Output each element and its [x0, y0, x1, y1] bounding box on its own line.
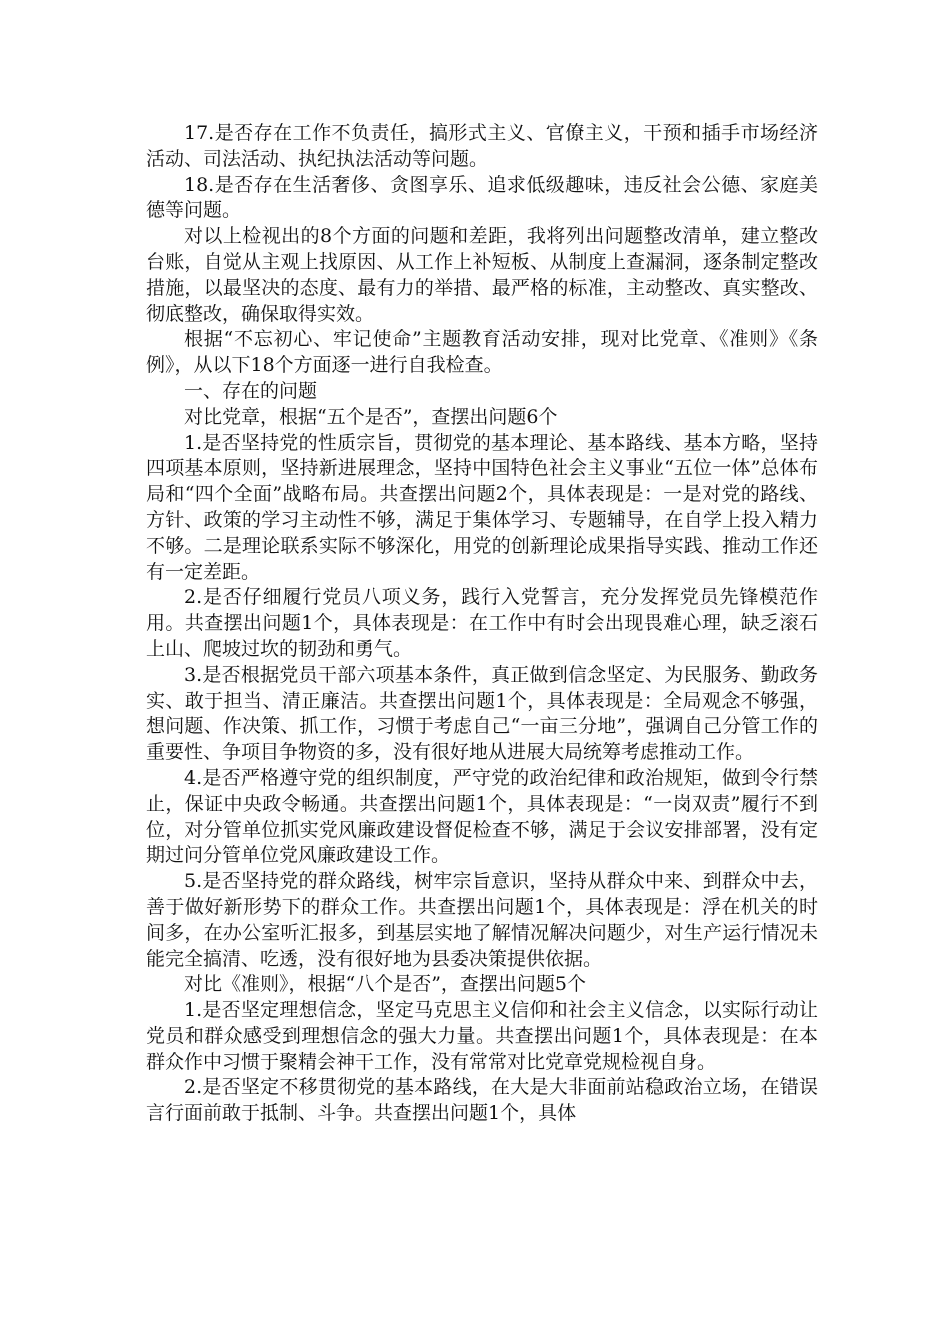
subheading-party-constitution: 对比党章，根据“五个是否”，查摆出问题6个: [184, 405, 558, 428]
paragraph-rectification-plan: 对以上检视出的8个方面的问题和差距，我将列出问题整改清单，建立整改台账，自觉从主观上找原因、从工作上补短板、从制度上查漏洞，逐条制定整改措施，以最坚决的态度、最有力的举措、最严格的标准，主动整改、真实整改、彻底整改，确保取得实效。: [146, 225, 818, 325]
paragraph-item-18: 18.是否存在生活奢侈、贪图享乐、追求低级趣味，违反社会公德、家庭美德等问题。: [146, 173, 818, 222]
document-page: [146, 121, 818, 1127]
paragraph-constitution-4: 4.是否严格遵守党的组织制度，严守党的政治纪律和政治规矩，做到令行禁止，保证中央政令畅通。共查摆出问题1个，具体表现是：“一岗双责”履行不到位，对分管单位抓实党风廉政建设督促检查不够，满足于会议安排部署，没有定期过问分管单位党风廉政建设工作。: [146, 766, 818, 867]
paragraph-constitution-5: 5.是否坚持党的群众路线，树牢宗旨意识，坚持从群众中来、到群众中去，善于做好新形势下的群众工作。共查摆出问题1个，具体表现是：浮在机关的时间多，在办公室听汇报多，到基层实地了解情况解决问题少，对生产运行情况未能完全搞清、吃透，没有很好地为县委决策提供依据。: [146, 870, 818, 970]
paragraph-constitution-3: 3.是否根据党员干部六项基本条件，真正做到信念坚定、为民服务、勤政务实、敢于担当、清正廉洁。共查摆出问题1个，具体表现是：全局观念不够强，想问题、作决策、抓工作，习惯于考虑自己“一亩三分地”，强调自己分管工作的重要性、争项目争物资的多，没有很好地从进展大局统筹考虑推动工作。: [146, 663, 818, 764]
paragraph-constitution-2: 2.是否仔细履行党员八项义务，践行入党誓言，充分发挥党员先锋模范作用。共查摆出问题1个，具体表现是：在工作中有时会出现畏难心理，缺乏滚石上山、爬坡过坎的韧劲和勇气。: [146, 586, 818, 660]
subheading-guidelines: 对比《准则》，根据“八个是否”，查摆出问题5个: [184, 973, 587, 996]
paragraph-intro: 根据“不忘初心、牢记使命”主题教育活动安排，现对比党章、《准则》《条例》，从以下18个方面逐一进行自我检查。: [146, 328, 818, 377]
paragraph-guidelines-2: 2.是否坚定不移贯彻党的基本路线，在大是大非面前站稳政治立场，在错误言行面前敢于抵制、斗争。共查摆出问题1个，具体: [146, 1076, 818, 1125]
paragraph-constitution-1: 1.是否坚持党的性质宗旨，贯彻党的基本理论、基本路线、基本方略，坚持四项基本原则，坚持新进展理念，坚持中国特色社会主义事业“五位一体”总体布局和“四个全面”战略布局。共查摆出问题2个，具体表现是：一是对党的路线、方针、政策的学习主动性不够，满足于集体学习、专题辅导，在自学上投入精力不够。二是理论联系实际不够深化，用党的创新理论成果指导实践、推动工作还有一定差距。: [146, 431, 818, 583]
section-heading-problems: 一、存在的问题: [184, 379, 318, 402]
paragraph-item-17: 17.是否存在工作不负责任，搞形式主义、官僚主义，干预和插手市场经济活动、司法活动、执纪执法活动等问题。: [146, 122, 818, 170]
paragraph-guidelines-1: 1.是否坚定理想信念，坚定马克思主义信仰和社会主义信念，以实际行动让党员和群众感受到理想信念的强大力量。共查摆出问题1个，具体表现是：在本群众作中习惯于聚精会神干工作，没有常常对比党章党规检视自身。: [146, 999, 818, 1073]
